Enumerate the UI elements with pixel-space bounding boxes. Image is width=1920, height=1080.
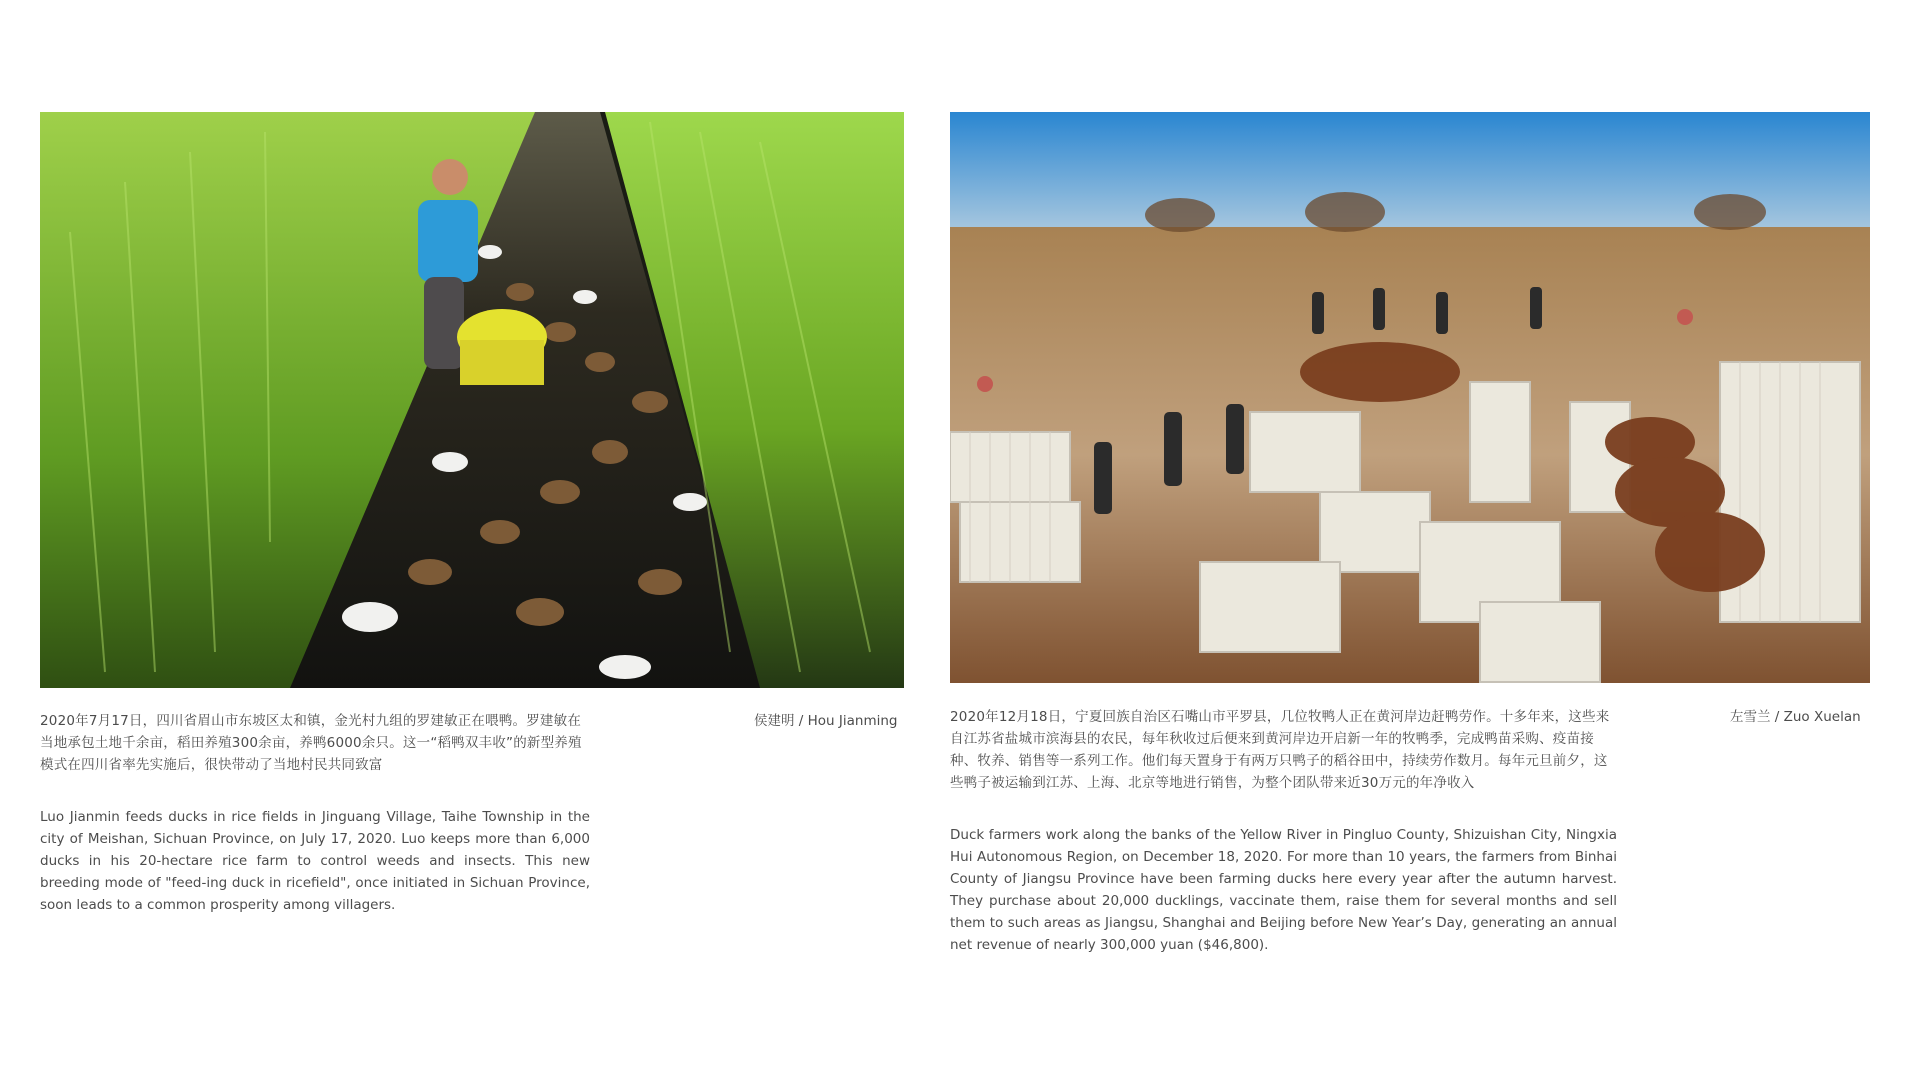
duck-farmers-yellow-river-illustration — [950, 112, 1870, 683]
right-photo-credit: 左雪兰 / Zuo Xuelan — [1730, 709, 1861, 725]
duck-farmers-yellow-river-photo — [950, 112, 1870, 683]
left-chinese-caption: 2020年7月17日，四川省眉山市东坡区太和镇，金光村九组的罗建敏正在喂鸭。罗建敏在当地承包土地千余亩，稻田养殖300余亩，养鸭6000余只。这一“稻鸭双丰收”的新型养殖模式在四川省率先实施后，很快带动了当地村民共同致富 — [40, 713, 582, 773]
left-photo-credit: 侯建明 / Hou Jianming — [754, 713, 898, 729]
duck-feeding-rice-field-illustration — [40, 112, 904, 688]
right-english-caption: Duck farmers work along the banks of the Yellow River in Pingluo County, Shizuishan City, Ningxia Hui Autonomous Region, on December 18, 2020. For more than 10 years, the farmers from Binhai County of Jiangsu Province have been farming ducks here every year after the autumn harvest. They purchase about 20,000 ducklings, vaccinate them, raise them for several months and sell them to such areas as Jiangsu, Shanghai and Beijing before New Year’s Day, generating an annual net revenue of nearly 300,000 yuan ($46,800). — [950, 827, 1617, 953]
duck-feeding-rice-field-photo — [40, 112, 904, 688]
left-english-caption: Luo Jianmin feeds ducks in rice fields in Jinguang Village, Taihe Township in the city of Meishan, Sichuan Province, on July 17, 2020. Luo keeps more than 6,000 ducks in his 20-hectare rice farm to control weeds and insects. This new breeding mode of "feed-ing duck in ricefield", once initiated in Sichuan Province, soon leads to a common prosperity among villagers. — [40, 809, 590, 913]
right-chinese-caption: 2020年12月18日，宁夏回族自治区石嘴山市平罗县，几位牧鸭人正在黄河岸边赶鸭劳作。十多年来，这些来自江苏省盐城市滨海县的农民，每年秋收过后便来到黄河岸边开启新一年的牧鸭季，完成鸭苗采购、疫苗接种、牧养、销售等一系列工作。他们每天置身于有两万只鸭子的稻谷田中，持续劳作数月。每年元旦前夕，这些鸭子被运输到江苏、上海、北京等地进行销售，为整个团队带来近30万元的年净收入 — [950, 709, 1610, 791]
